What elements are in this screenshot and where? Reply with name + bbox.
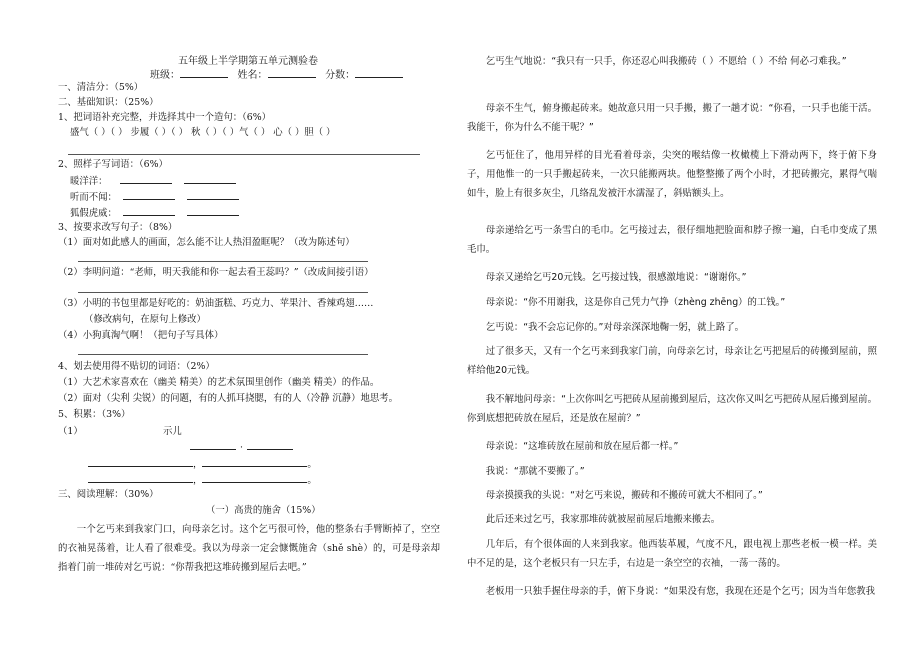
q2-word-1: 暖洋洋： [70, 176, 108, 187]
reading-paragraph-9: 过了很多天，又有一个乞丐来到我家门前，向母亲乞讨，母亲让乞丐把屋后的砖搬到屋前，照样给他20元钱。 [467, 346, 877, 376]
reading-paragraph-12: 我说：“那就不要搬了。” [485, 466, 585, 477]
reading-paragraph-1: 一个乞丐来到我家门口，向母亲乞讨。这个乞丐很可怜，他的整条右手臂断掉了，空空的衣袖晃荡着，让人看了很难受。我以为母亲一定会慷慨施舍（shě shè）的，可是母亲却指着门前一堆砖对乞丐说：“你帮我把这堆砖搬到屋后去吧。” [58, 524, 440, 573]
answer-blank[interactable] [202, 473, 307, 483]
left-column [58, 0, 440, 651]
question-2-row-3 [70, 207, 245, 220]
section-1-heading: 一、清洁分：（5%） [58, 82, 144, 93]
answer-blank[interactable] [123, 191, 175, 200]
answer-blank[interactable] [202, 457, 307, 467]
answer-blank[interactable] [190, 441, 236, 450]
reading-paragraph-10: 我不解地问母亲：“上次你叫乞丐把砖从屋前搬到屋后，这次你又叫乞丐把砖从屋后搬到屋前。你到底想把砖放在屋后，还是放在屋前？” [467, 394, 877, 424]
score-blank[interactable] [355, 68, 403, 78]
answer-line[interactable] [78, 261, 368, 262]
poem-line-2: ， 。 [88, 473, 317, 487]
question-4-1: （1）大艺术家喜欢在（幽美 精美）的艺术氛围里创作（幽美 精美）的作品。 [58, 377, 380, 388]
reading-paragraph-15: 几年后，有个很体面的人来到我家。他西装革履，气度不凡，跟电视上那些老板一模一样。美中不足的是，这个老板只有一只左手，右边是一条空空的衣袖，一荡一荡的。 [467, 539, 877, 569]
class-blank[interactable] [180, 68, 228, 78]
question-3-1: （1）面对如此感人的画面，怎么能不让人热泪盈眶呢？（改为陈述句） [58, 237, 355, 248]
answer-blank[interactable] [123, 207, 175, 216]
question-2-row-2 [70, 191, 245, 204]
poem-author-line: · [186, 441, 297, 454]
answer-blank[interactable] [88, 457, 193, 467]
reading-paragraph-7: 母亲说：“你不用谢我，这是你自己凭力气挣（zhèng zhēng）的工钱。” [485, 297, 786, 308]
poem-title: 示儿 [163, 426, 182, 437]
question-1-words: 盛气（ ）（ ） 步履（ ）（ ） 秋（ ）（ ）气（ ） 心（ ）胆（ ） [70, 127, 336, 138]
question-3-4: （4）小狗真淘气啊！（把句子写具体） [58, 330, 224, 341]
reading-paragraph-6: 母亲又递给乞丐20元钱。乞丐接过钱，很感激地说：“谢谢你。” [485, 272, 747, 283]
reading-paragraph-4: 乞丐怔住了，他用异样的目光看着母亲，尖突的喉结像一枚橄榄上下滑动两下，终于俯下身子，用他惟一的一只手搬起砖来，一次只能搬两块。他整整搬了两个小时，才把砖搬完，累得气喘如牛，脸上有很多灰尘，几络乱发被汗水濡湿了，斜贴额头上。 [467, 150, 877, 199]
question-1: 1、把词语补充完整，并选择其中一个造句：（6%） [58, 112, 272, 123]
answer-blank[interactable] [247, 441, 293, 450]
reading-paragraph-5: 母亲递给乞丐一条雪白的毛巾。乞丐接过去，很仔细地把脸面和脖子擦一遍，白毛巾变成了黑毛巾。 [467, 225, 877, 255]
question-3-2: （2）李明问道：“老师，明天我能和你一起去看王蕊吗？”（改成间接引语） [58, 267, 374, 278]
question-5-1: （1） [58, 426, 83, 437]
question-2: 2、照样子写词语：（6%） [58, 159, 168, 170]
section-3-heading: 三、阅读理解：（30%） [58, 489, 159, 500]
score-label: 分数： [325, 70, 356, 81]
answer-blank[interactable] [120, 175, 172, 184]
reading-paragraph-8: 乞丐说：“我不会忘记你的。”对母亲深深地鞠一躬，就上路了。 [485, 322, 744, 333]
answer-blank[interactable] [88, 473, 193, 483]
section-2-heading: 二、基础知识：（25%） [58, 97, 159, 108]
question-5: 5、积累：（3%） [58, 409, 131, 420]
reading-paragraph-2: 乞丐生气地说：“我只有一只手，你还忍心叫我搬砖（ ）不愿给（ ）不给 何必刁难我。” [485, 56, 847, 67]
reading-paragraph-16: 老板用一只独手握住母亲的手，俯下身说：“如果没有您，我现在还是个乞丐；因为当年您教我 [485, 586, 876, 597]
q2-word-3: 狐假虎威： [70, 208, 117, 219]
answer-blank[interactable] [187, 207, 239, 216]
answer-line[interactable] [78, 354, 368, 355]
student-info [150, 66, 403, 81]
question-3-3: （3）小明的书包里都是好吃的：奶油蛋糕、巧克力、苹果汁、香辣鸡翅…… [58, 298, 374, 309]
answer-blank[interactable] [184, 175, 236, 184]
reading-paragraph-11: 母亲说：“这堆砖放在屋前和放在屋后都一样。” [485, 441, 679, 452]
reading-title: （一）高贵的施舍（15%） [206, 505, 321, 516]
reading-paragraph-14: 此后还来过乞丐，我家那堆砖就被屋前屋后地搬来搬去。 [485, 514, 721, 525]
answer-blank[interactable] [187, 191, 239, 200]
reading-paragraph-13: 母亲摸摸我的头说：“对乞丐来说，搬砖和不搬砖可就大不相同了。” [485, 490, 763, 501]
poem-line-1: ， 。 [88, 457, 317, 471]
class-label: 班级： [150, 70, 180, 81]
exam-title: 五年级上半学期第五单元测验卷 [178, 56, 318, 67]
answer-line[interactable] [68, 154, 420, 155]
question-4-2: （2）面对（尖利 尖锐）的问题，有的人抓耳挠腮，有的人（冷静 沉静）地思考。 [58, 393, 399, 404]
question-4: 4、划去使用得不贴切的词语：（2%） [58, 361, 215, 372]
name-blank[interactable] [268, 68, 316, 78]
right-column [467, 0, 877, 651]
reading-paragraph-3: 母亲不生气，俯身搬起砖来。她故意只用一只手搬，搬了一趟才说：“你看，一只手也能干活。我能干，你为什么不能干呢？” [467, 103, 877, 133]
question-2-row-1 [70, 175, 242, 188]
name-label: 姓名： [237, 70, 268, 81]
question-3-3-instruction: （修改病句，在原句上修改） [84, 314, 206, 325]
question-3: 3、按要求改写句子：（8%） [58, 222, 178, 233]
answer-line[interactable] [78, 292, 368, 293]
q2-word-2: 听而不闻： [70, 192, 117, 203]
